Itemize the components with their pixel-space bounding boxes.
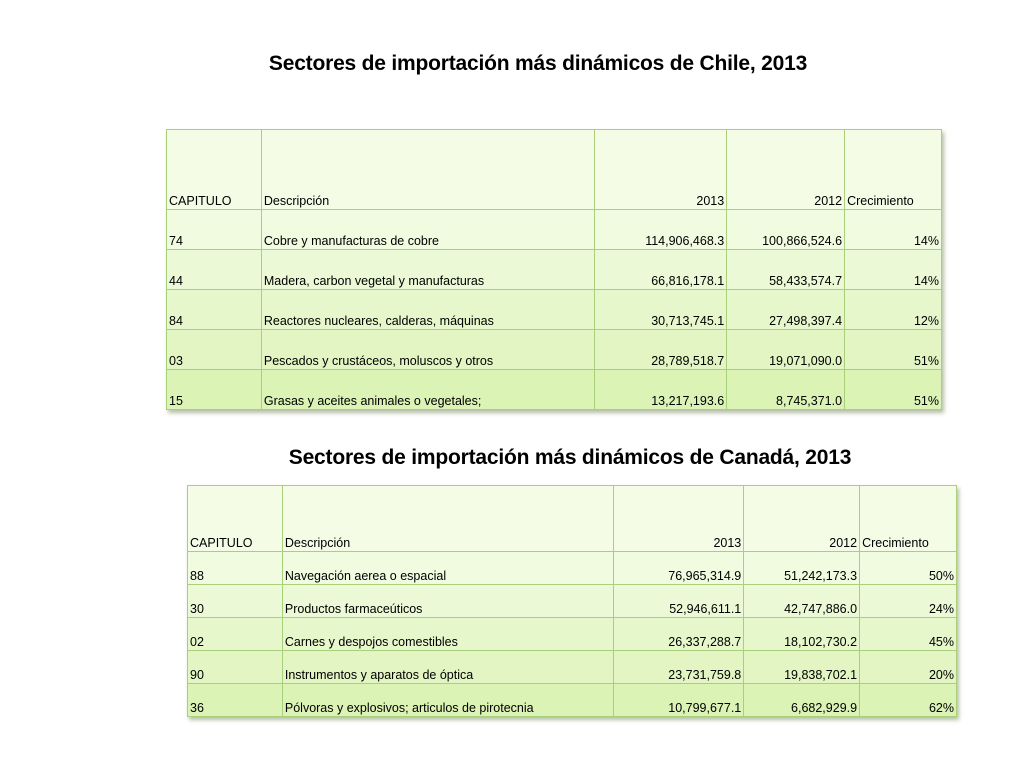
imports-table-chile (166, 129, 942, 410)
cell-descripcion: Productos farmaceúticos (282, 585, 613, 618)
cell-crecimiento: 12% (845, 290, 942, 330)
cell-descripcion: Madera, carbon vegetal y manufacturas (261, 250, 595, 290)
cell-descripcion: Grasas y aceites animales o vegetales; (261, 370, 595, 410)
cell-value-2012: 18,102,730.2 (744, 618, 860, 651)
table-title-canada: Sectores de importación más dinámicos de Canadá, 2013 (288, 446, 852, 469)
cell-descripcion: Carnes y despojos comestibles (282, 618, 613, 651)
header-descripcion: Descripción (282, 486, 613, 552)
cell-value-2012: 19,838,702.1 (744, 651, 860, 684)
cell-capitulo: 30 (188, 585, 283, 618)
cell-value-2013: 52,946,611.1 (613, 585, 744, 618)
cell-crecimiento: 14% (845, 250, 942, 290)
table-row (167, 330, 942, 370)
cell-descripcion: Pólvoras y explosivos; articulos de pirotecnia (282, 684, 613, 717)
header-row (188, 486, 957, 552)
cell-capitulo: 90 (188, 651, 283, 684)
cell-value-2013: 114,906,468.3 (595, 210, 727, 250)
cell-crecimiento: 62% (860, 684, 957, 717)
cell-crecimiento: 51% (845, 330, 942, 370)
cell-value-2013: 26,337,288.7 (613, 618, 744, 651)
cell-value-2013: 66,816,178.1 (595, 250, 727, 290)
header-year-2012: 2012 (744, 486, 860, 552)
cell-value-2013: 23,731,759.8 (613, 651, 744, 684)
cell-crecimiento: 51% (845, 370, 942, 410)
cell-value-2012: 19,071,090.0 (727, 330, 845, 370)
cell-value-2013: 13,217,193.6 (595, 370, 727, 410)
cell-value-2013: 76,965,314.9 (613, 552, 744, 585)
cell-descripcion: Reactores nucleares, calderas, máquinas (261, 290, 595, 330)
cell-crecimiento: 20% (860, 651, 957, 684)
cell-value-2012: 51,242,173.3 (744, 552, 860, 585)
cell-capitulo: 02 (188, 618, 283, 651)
cell-value-2013: 30,713,745.1 (595, 290, 727, 330)
cell-descripcion: Instrumentos y aparatos de óptica (282, 651, 613, 684)
cell-value-2013: 10,799,677.1 (613, 684, 744, 717)
cell-capitulo: 36 (188, 684, 283, 717)
header-crecimiento: Crecimiento (845, 130, 942, 210)
header-crecimiento: Crecimiento (860, 486, 957, 552)
table-row (188, 552, 957, 585)
cell-value-2012: 6,682,929.9 (744, 684, 860, 717)
imports-table-canada (187, 485, 957, 717)
table-row (188, 585, 957, 618)
cell-crecimiento: 24% (860, 585, 957, 618)
cell-descripcion: Pescados y crustáceos, moluscos y otros (261, 330, 595, 370)
header-year-2013: 2013 (595, 130, 727, 210)
cell-capitulo: 03 (167, 330, 262, 370)
cell-descripcion: Navegación aerea o espacial (282, 552, 613, 585)
cell-crecimiento: 14% (845, 210, 942, 250)
table-row (188, 684, 957, 717)
cell-value-2012: 8,745,371.0 (727, 370, 845, 410)
cell-capitulo: 44 (167, 250, 262, 290)
header-year-2012: 2012 (727, 130, 845, 210)
header-capitulo: CAPITULO (188, 486, 283, 552)
table-row (167, 290, 942, 330)
table-title-chile: Sectores de importación más dinámicos de Chile, 2013 (268, 52, 808, 75)
table-row (167, 250, 942, 290)
cell-crecimiento: 45% (860, 618, 957, 651)
cell-capitulo: 84 (167, 290, 262, 330)
header-capitulo: CAPITULO (167, 130, 262, 210)
cell-capitulo: 88 (188, 552, 283, 585)
cell-value-2012: 100,866,524.6 (727, 210, 845, 250)
cell-capitulo: 15 (167, 370, 262, 410)
cell-descripcion: Cobre y manufacturas de cobre (261, 210, 595, 250)
header-row (167, 130, 942, 210)
cell-value-2012: 58,433,574.7 (727, 250, 845, 290)
cell-value-2013: 28,789,518.7 (595, 330, 727, 370)
cell-value-2012: 42,747,886.0 (744, 585, 860, 618)
table-row (167, 210, 942, 250)
table-row (188, 618, 957, 651)
cell-crecimiento: 50% (860, 552, 957, 585)
table-row (188, 651, 957, 684)
header-year-2013: 2013 (613, 486, 744, 552)
cell-capitulo: 74 (167, 210, 262, 250)
header-descripcion: Descripción (261, 130, 595, 210)
cell-value-2012: 27,498,397.4 (727, 290, 845, 330)
table-row (167, 370, 942, 410)
